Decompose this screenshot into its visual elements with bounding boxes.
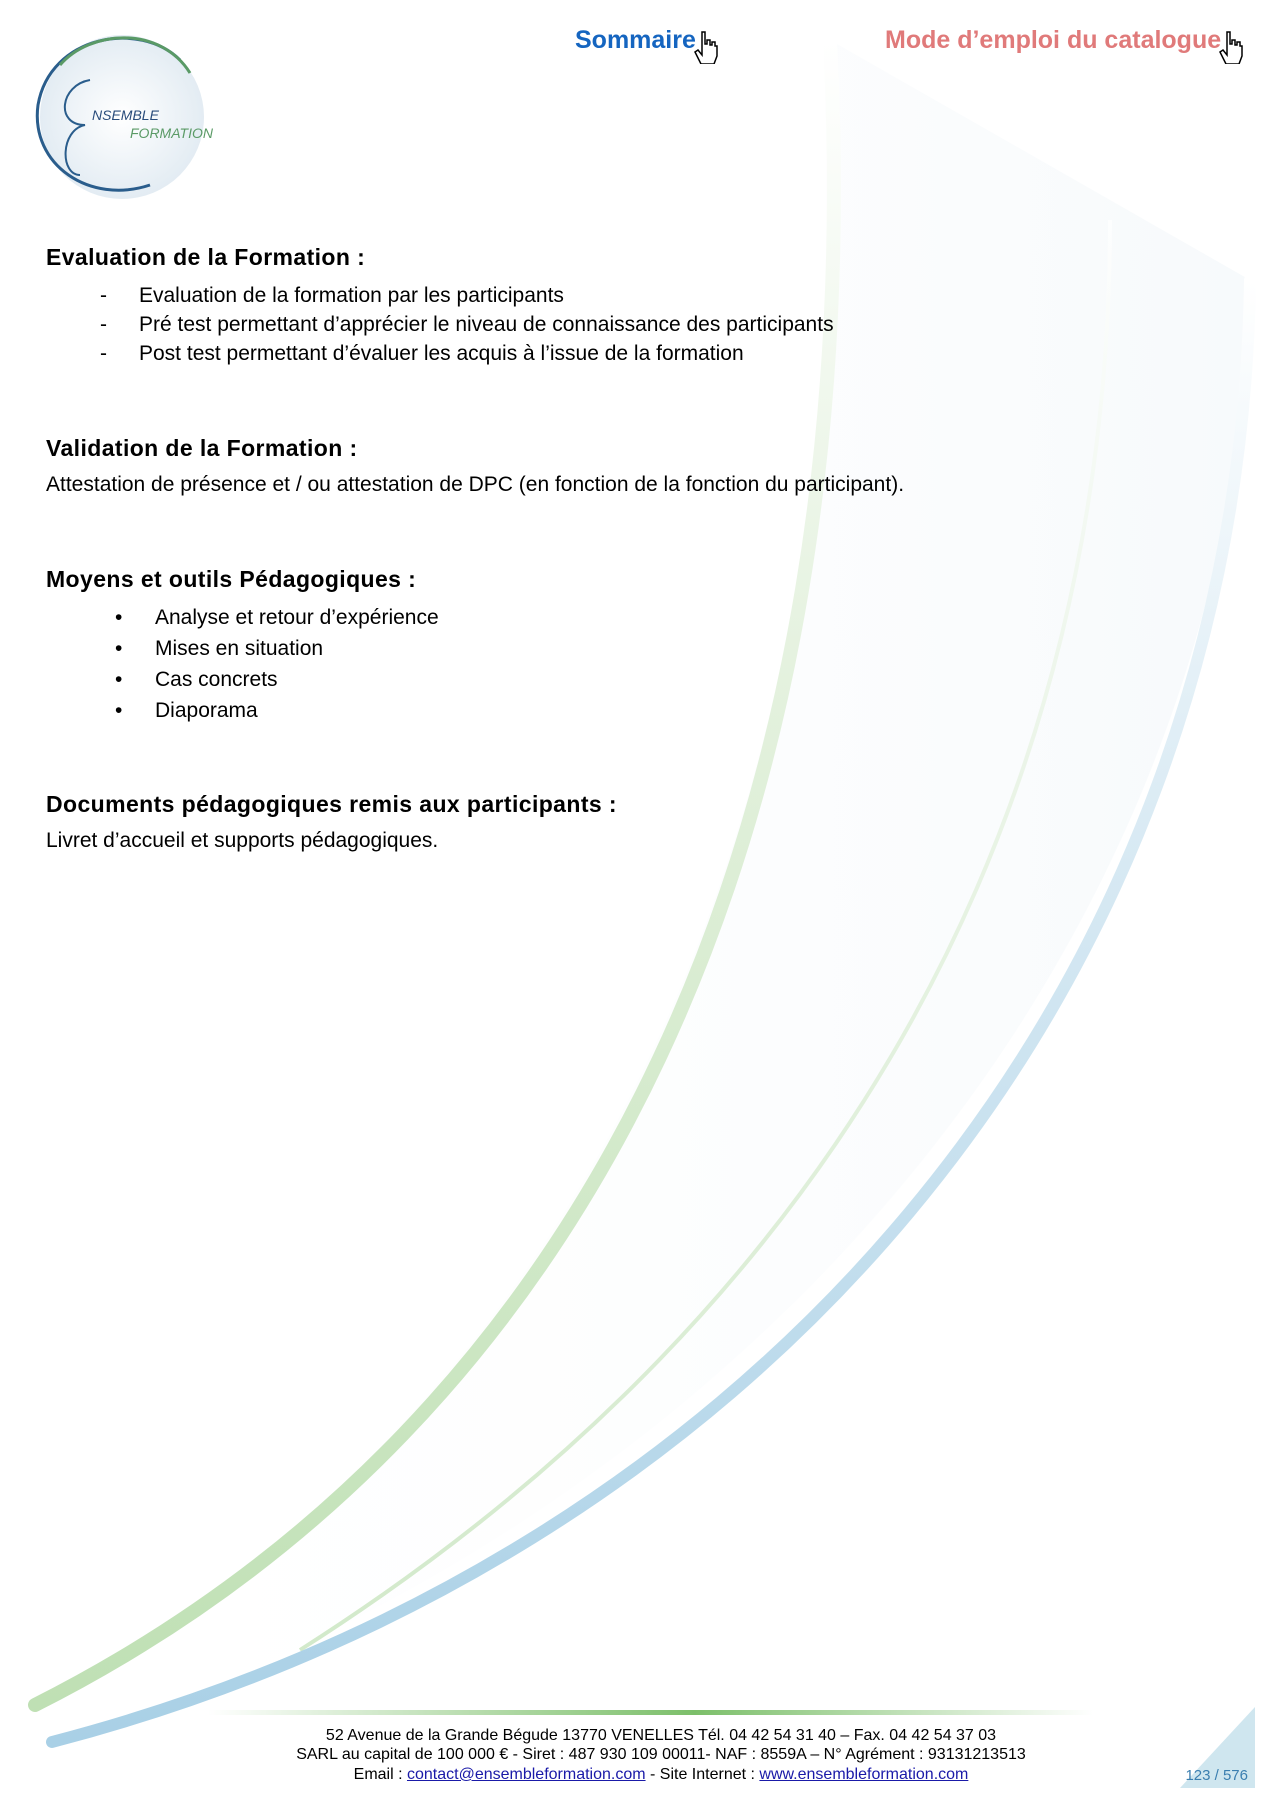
documents-text: Livret d’accueil et supports pédagogiques.	[46, 829, 439, 852]
bullet-icon: •	[115, 637, 123, 660]
bullet-icon: •	[115, 699, 123, 722]
email-link[interactable]: contact@ensembleformation.com	[406, 1766, 646, 1783]
footer-legal: SARL au capital de 100 000 € - Siret : 487 930 109 00011- NAF : 8559A – N° Agrément : 93131213513	[296, 1746, 1026, 1763]
footer-address: 52 Avenue de la Grande Bégude 13770 VENELLES Tél. 04 42 54 31 40 – Fax. 04 42 54 37 03	[325, 1727, 997, 1744]
documents-heading: Documents pédagogiques remis aux participants :	[46, 791, 617, 817]
sommaire-link[interactable]: Sommaire	[575, 26, 696, 54]
pointing-hand-icon	[694, 30, 720, 69]
mode-emploi-link[interactable]: Mode d’emploi du catalogue	[885, 26, 1222, 54]
list-item: Mises en situation	[155, 637, 324, 660]
moyens-heading: Moyens et outils Pédagogiques :	[46, 566, 417, 592]
bullet-icon: •	[115, 606, 123, 629]
logo-text-formation: FORMATION	[130, 125, 213, 141]
footer-contact	[211, 1766, 1111, 1784]
nav-sommaire[interactable]	[575, 26, 720, 69]
validation-text: Attestation de présence et / ou attestation de DPC (en fonction de la fonction du participant).	[46, 473, 905, 496]
footer-green-line	[208, 1710, 1093, 1715]
list-item: Cas concrets	[155, 668, 278, 691]
list-marker: -	[100, 342, 107, 365]
logo-text-ensemble: NSEMBLE	[92, 107, 159, 123]
pointing-hand-icon	[1219, 30, 1245, 69]
bullet-icon: •	[115, 668, 123, 691]
list-item: Post test permettant d’évaluer les acquis à l’issue de la formation	[139, 342, 744, 365]
list-marker: -	[100, 284, 107, 307]
site-label: - Site Internet :	[645, 1766, 760, 1783]
email-label: Email :	[353, 1766, 407, 1783]
validation-heading: Validation de la Formation :	[46, 435, 358, 461]
evaluation-heading: Evaluation de la Formation :	[46, 244, 366, 270]
logo	[30, 25, 230, 205]
nav-mode-emploi[interactable]	[885, 26, 1245, 69]
page-number: 123 / 576	[1185, 1767, 1248, 1784]
list-marker: -	[100, 313, 107, 336]
list-item: Evaluation de la formation par les participants	[139, 284, 564, 307]
website-link[interactable]: www.ensembleformation.com	[759, 1766, 969, 1783]
list-item: Analyse et retour d’expérience	[155, 606, 439, 629]
list-item: Pré test permettant d’apprécier le niveau de connaissance des participants	[139, 313, 834, 336]
list-item: Diaporama	[155, 699, 258, 722]
